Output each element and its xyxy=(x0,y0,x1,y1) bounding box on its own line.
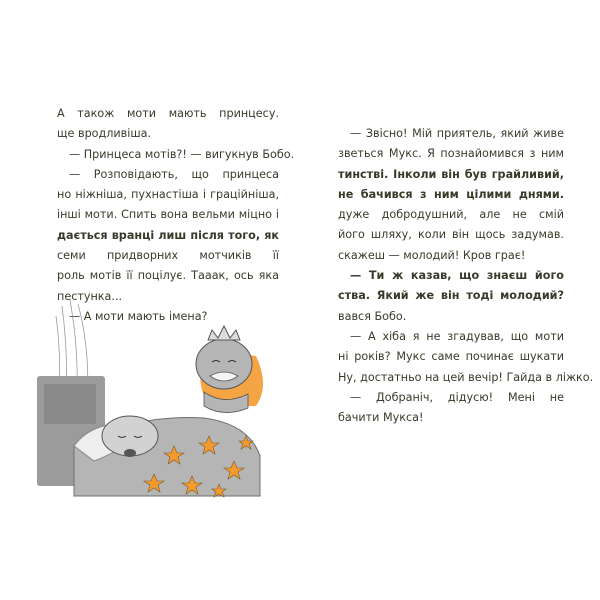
text-line: — Розповідають, що принцеса xyxy=(69,167,279,181)
text-line: тинстві. Інколи він був грайливий, xyxy=(338,167,564,181)
text-line: — Ти ж казав, що знаєш його xyxy=(350,269,564,283)
text-line: Ну, достатньо на цей вечір! Гайда в ліжко. xyxy=(338,370,594,384)
text-line: семи придворних мотчиків її xyxy=(57,249,279,263)
right-page-text xyxy=(338,124,594,428)
text-line: — Принцеса мотів?! — вигукнув Бобо. xyxy=(69,147,295,161)
text-line: дається вранці лиш після того, як xyxy=(57,228,279,242)
text-line: роль мотів її поцілує. Тааак, ось яка xyxy=(57,269,279,283)
text-line: зветься Мукс. Я познайомився з ним xyxy=(338,147,564,161)
text-line: — А моти мають імена? xyxy=(69,309,208,323)
text-line: інші моти. Спить вона вельми міцно і xyxy=(57,208,279,222)
crown-icon xyxy=(208,326,240,340)
text-line: скажеш — молодий! Кров грає! xyxy=(338,248,526,262)
text-line: — Добраніч, дідусю! Мені не xyxy=(350,390,564,404)
text-line: дуже добродушний, але не смій xyxy=(338,208,564,222)
text-line: пестунка... xyxy=(57,289,123,303)
right-page xyxy=(300,0,600,600)
text-line: ще вродливіша. xyxy=(57,127,152,141)
text-line: но ніжніша, пухнастіша і граційніша, xyxy=(57,188,279,202)
sleeping-moth-princess-illustration xyxy=(34,296,279,501)
text-line: не бачився з ним цілими днями. xyxy=(338,187,564,201)
text-line: його шляху, коли він щось задумав. xyxy=(338,228,564,242)
text-line: — А хіба я не згадував, що моти xyxy=(350,329,564,343)
text-line: А також моти мають принцесу. xyxy=(57,107,279,120)
text-line: бачити Мукса! xyxy=(338,411,424,425)
text-line: ні років? Мукс саме починає шукати xyxy=(338,350,564,364)
text-line: вався Бобо. xyxy=(338,309,407,323)
left-page-text xyxy=(57,104,295,327)
king-moth xyxy=(196,326,263,413)
text-line: ства. Який же він тоді молодий? xyxy=(338,289,564,303)
text-line: — Звісно! Мій приятель, який живе xyxy=(350,127,564,140)
